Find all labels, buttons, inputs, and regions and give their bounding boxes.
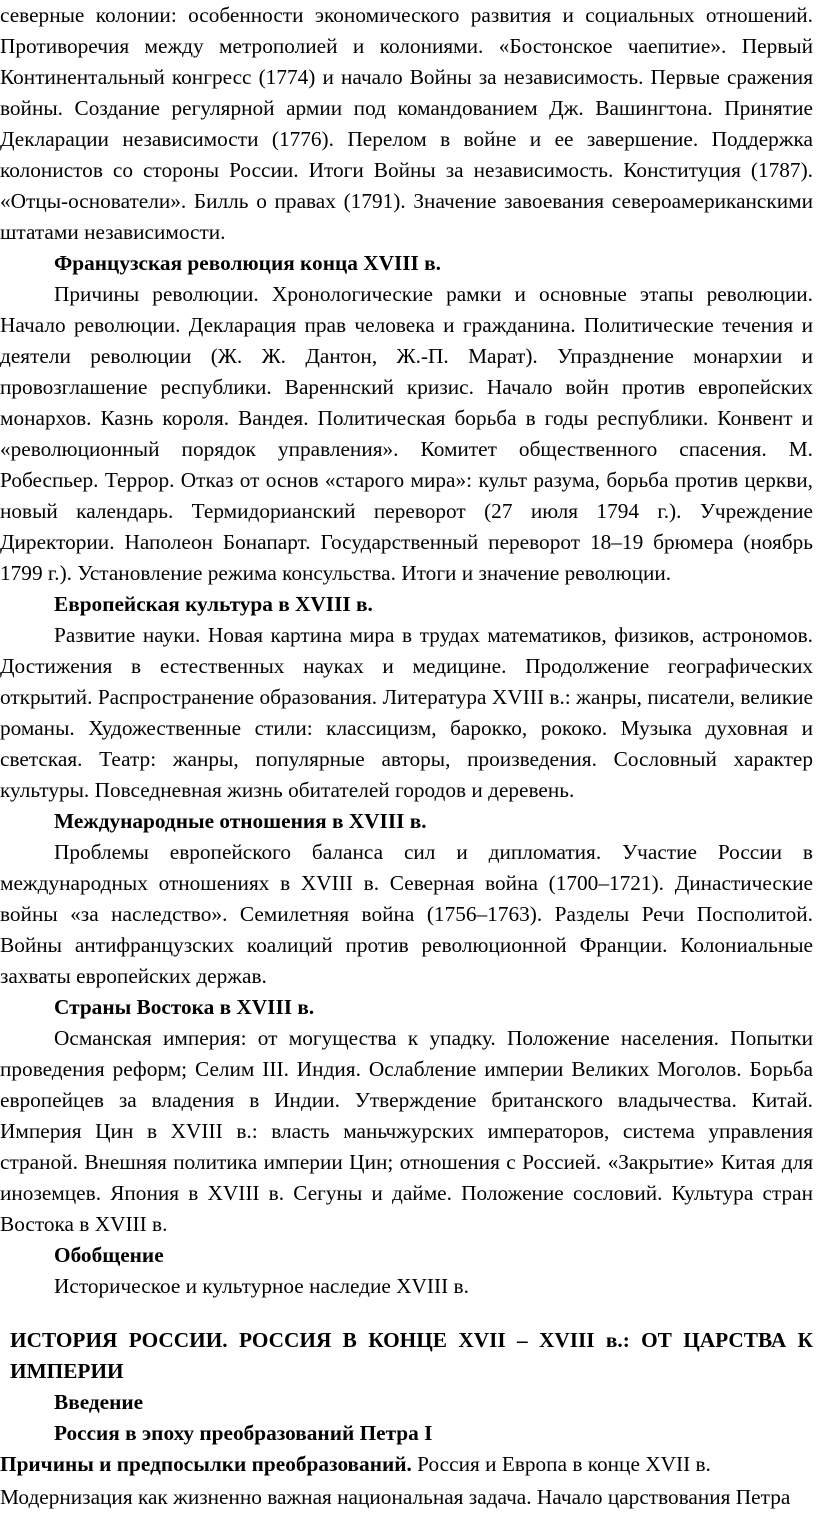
heading-summary: Обобщение [54,1243,164,1267]
causes-text: Россия и Европа в конце XVII в. [411,1452,711,1476]
paragraph-european-culture: Развитие науки. Новая картина мира в трудах математиков, физиков, астрономов. Достижения в естественных науках и медицине. Продолжение географических открытий. Распространение образования. Литература XVIII в.: жанры, писатели, великие романы. Художественные стили: классицизм, барокко, рококо. Музыка духовная и светская. Театр: жанры, популярные авторы, произведения. Сословный характер культуры. Повседневная жизнь обитателей городов и деревень. [0,623,813,802]
causes-lead-in: Причины и предпосылки преобразований. [0,1452,412,1476]
heading-international-relations: Международные отношения в XVIII в. [54,809,427,833]
heading-history-russia: ИСТОРИЯ РОССИИ. РОССИЯ В КОНЦЕ XVII – XVIII в.: ОТ ЦАРСТВА К ИМПЕРИИ [10,1328,813,1383]
heading-european-culture: Европейская культура в XVIII в. [54,592,373,616]
paragraph-modernization: Модернизация как жизненно важная национальная задача. Начало царствования Петра [0,1485,791,1509]
paragraph-causes [0,1449,813,1480]
heading-peter-reforms: Россия в эпоху преобразований Петра I [54,1421,433,1445]
heading-french-revolution: Французская революция конца XVIII в. [54,251,441,275]
heading-introduction: Введение [54,1390,144,1414]
paragraph-east-countries: Османская империя: от могущества к упадку. Положение населения. Попытки проведения реформ; Селим III. Индия. Ослабление империи Великих Моголов. Борьба европейцев за владения в Индии. Утверждение британского владычества. Китай. Империя Цин в XVIII в.: власть маньчжурских императоров, система управления страной. Внешняя политика империи Цин; отношения с Россией. «Закрытие» Китая для иноземцев. Япония в XVIII в. Сегуны и дайме. Положение сословий. Культура стран Востока в XVIII в. [0,1026,813,1236]
paragraph-french-revolution: Причины революции. Хронологические рамки и основные этапы революции. Начало революции. Декларация прав человека и гражданина. Политические течения и деятели революции (Ж. Ж. Дантон, Ж.-П. Марат). Упразднение монархии и провозглашение республики. Вареннский кризис. Начало войн против европейских монархов. Казнь короля. Вандея. Политическая борьба в годы республики. Конвент и «революционный порядок управления». Комитет общественного спасения. М. Робеспьер. Террор. Отказ от основ «старого мира»: культ разума, борьба против церкви, новый календарь. Термидорианский переворот (27 июля 1794 г.). Учреждение Директории. Наполеон Бонапарт. Государственный переворот 18–19 брюмера (ноябрь 1799 г.). Установление режима консульства. Итоги и значение революции. [0,282,813,585]
paragraph-summary: Историческое и культурное наследие XVIII в. [54,1274,469,1298]
heading-east-countries: Страны Востока в XVIII в. [54,995,315,1019]
paragraph-international-relations: Проблемы европейского баланса сил и дипломатия. Участие России в международных отношениях в XVIII в. Северная война (1700–1721). Династические войны «за наследство». Семилетняя война (1756–1763). Разделы Речи Посполитой. Войны антифранцузских коалиций против революционной Франции. Колониальные захваты европейских держав. [0,840,813,988]
paragraph-north-america: северные колонии: особенности экономического развития и социальных отношений. Противоречия между метрополией и колониями. «Бостонское чаепитие». Первый Континентальный конгресс (1774) и начало Войны за независимость. Первые сражения войны. Создание регулярной армии под командованием Дж. Вашингтона. Принятие Декларации независимости (1776). Перелом в войне и ее завершение. Поддержка колонистов со стороны России. Итоги Войны за независимость. Конституция (1787). «Отцы-основатели». Билль о правах (1791). Значение завоевания североамериканскими штатами независимости. [0,3,813,244]
